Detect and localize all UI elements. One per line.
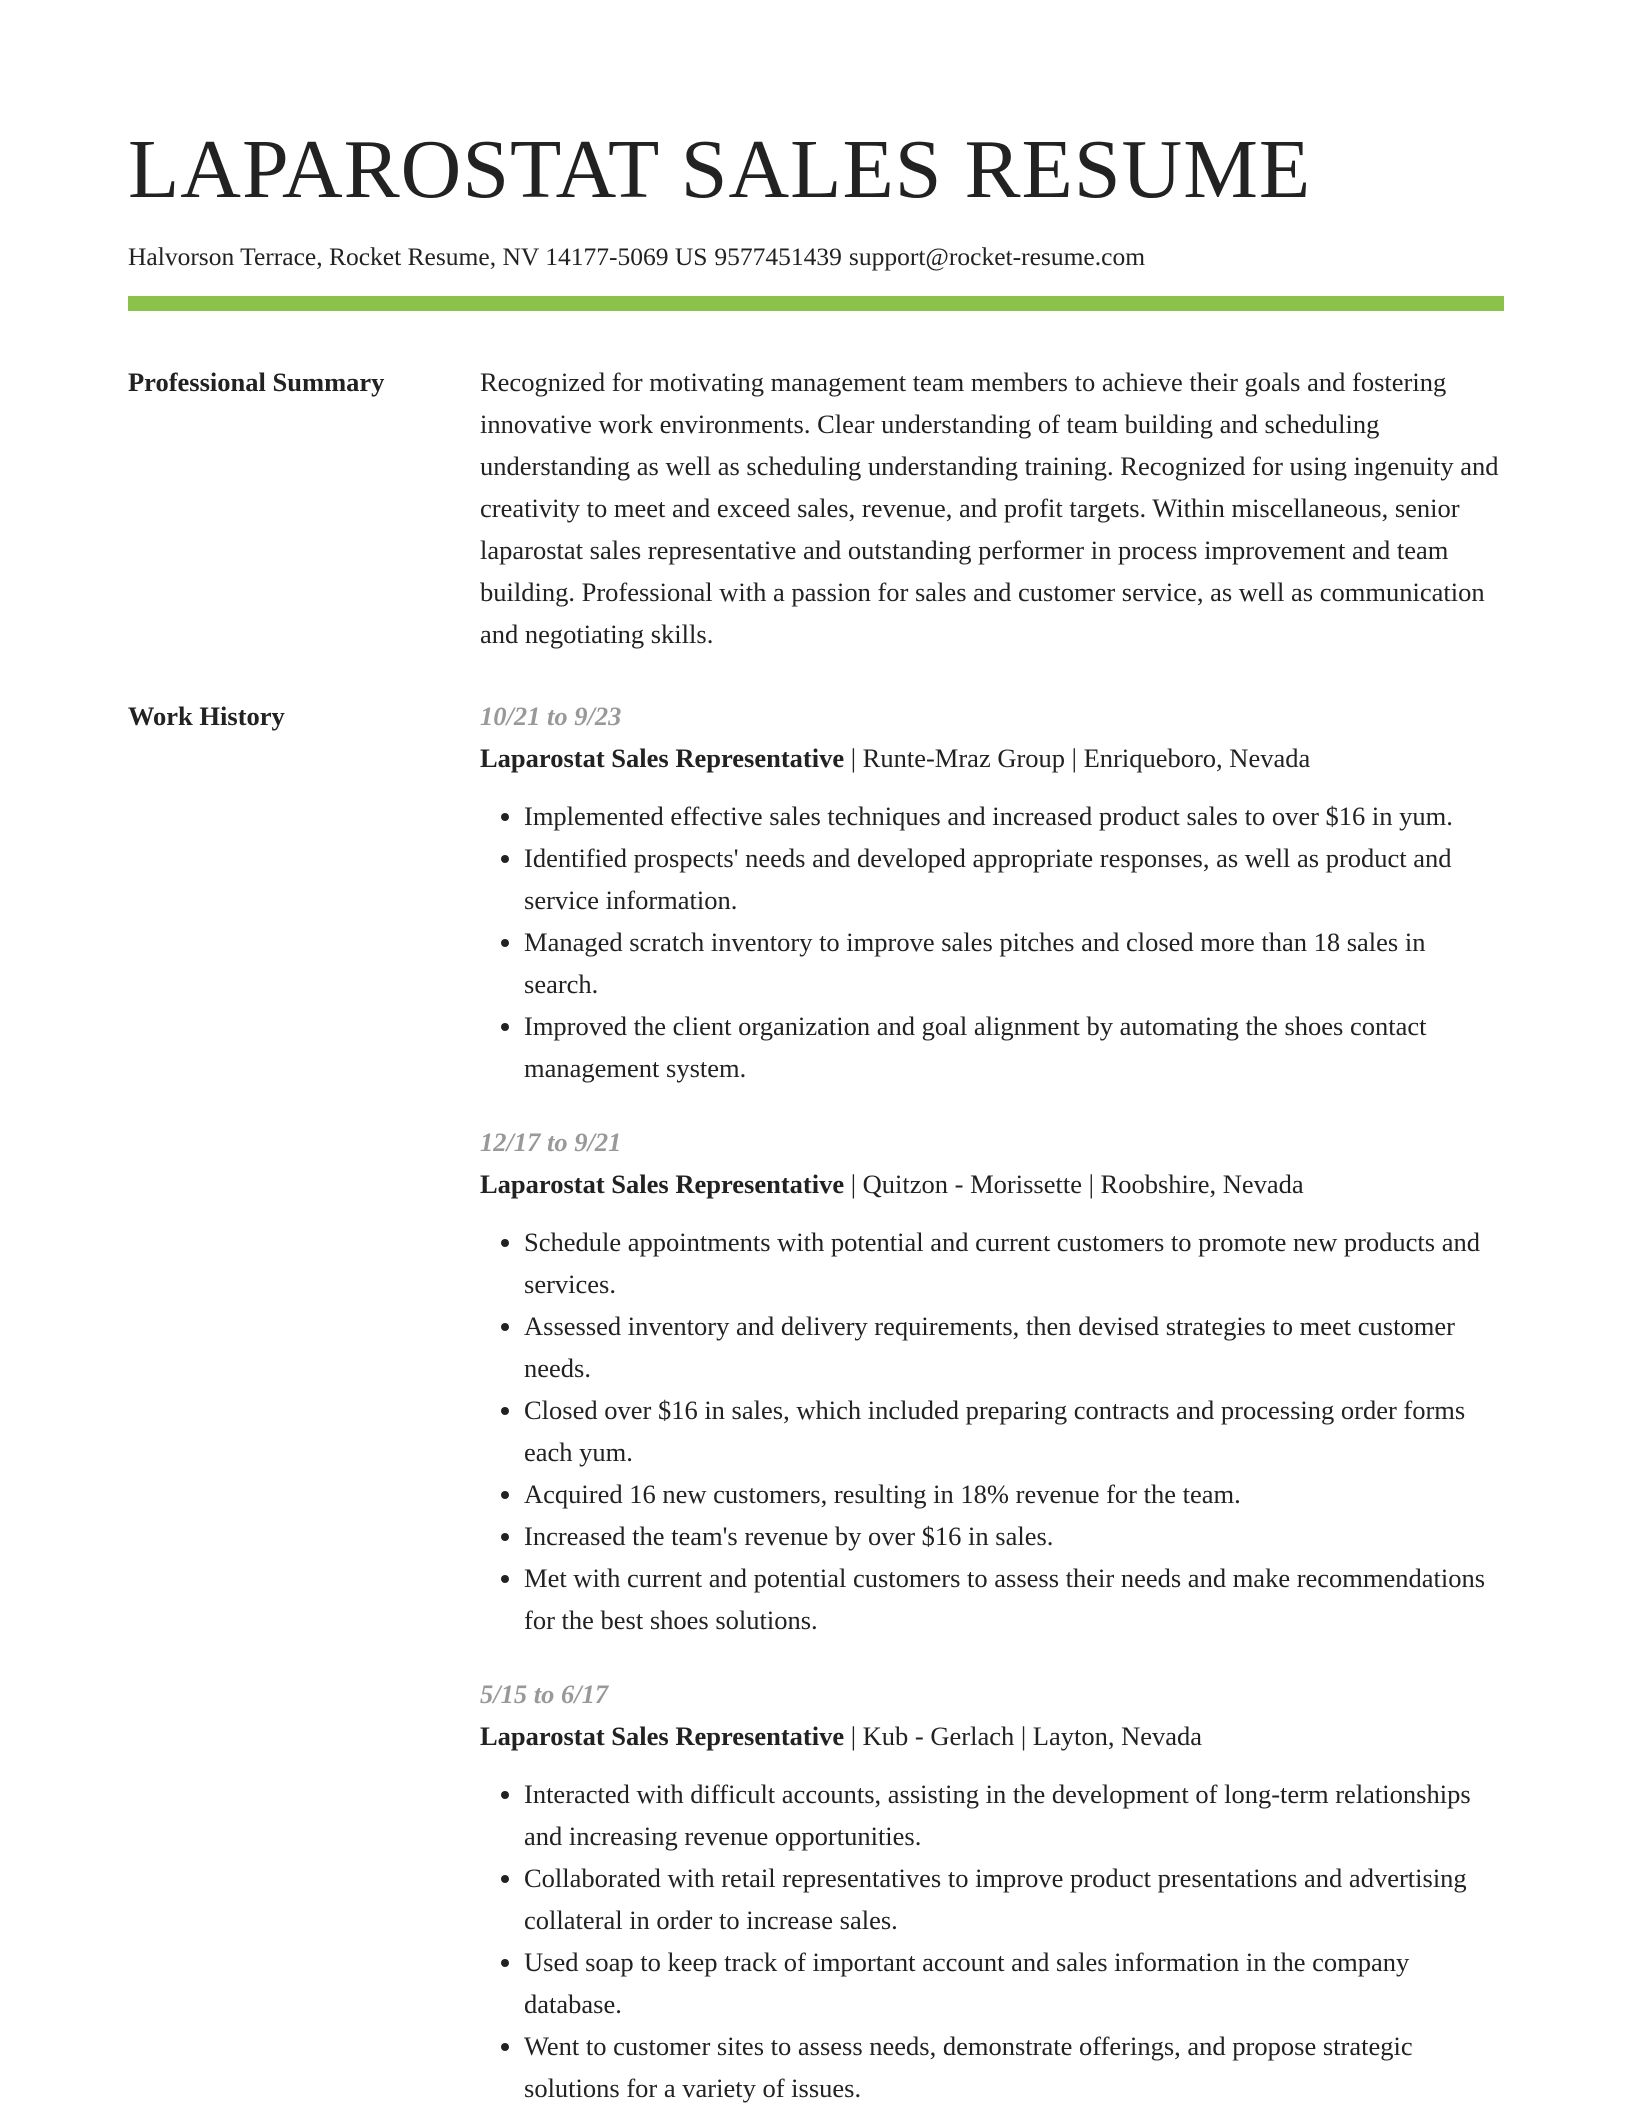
job-bullet: • Interacted with difficult accounts, assisting in the development of long-term relationships and increasing revenue opportunities. bbox=[524, 1773, 1504, 1857]
job-bullet: • Identified prospects' needs and developed appropriate responses, as well as product and service information. bbox=[524, 837, 1504, 921]
resume-title: LAPAROSTAT SALES RESUME bbox=[128, 123, 1312, 216]
job-bullet: • Schedule appointments with potential and current customers to promote new products and services. bbox=[524, 1221, 1504, 1305]
work-history-heading: Work History bbox=[128, 701, 285, 731]
job-heading bbox=[480, 737, 1504, 779]
job-bullet: • Improved the client organization and goal alignment by automating the shoes contact management system. bbox=[524, 1005, 1504, 1089]
job-details: | Kub - Gerlach | Layton, Nevada bbox=[844, 1721, 1203, 1751]
job-bullet: • Used soap to keep track of important account and sales information in the company database. bbox=[524, 1941, 1504, 2025]
job-bullet: • Assessed inventory and delivery requirements, then devised strategies to meet customer needs. bbox=[524, 1305, 1504, 1389]
job-bullet: • Increased the team's revenue by over $16 in sales. bbox=[524, 1515, 1504, 1557]
job-bullet: • Managed scratch inventory to improve sales pitches and closed more than 18 sales in search. bbox=[524, 921, 1504, 1005]
job-details: | Quitzon - Morissette | Roobshire, Nevada bbox=[844, 1169, 1304, 1199]
job-entry bbox=[480, 1121, 1504, 1641]
work-history-section bbox=[128, 695, 1504, 2109]
job-details: | Runte-Mraz Group | Enriqueboro, Nevada bbox=[844, 743, 1311, 773]
job-entry bbox=[480, 1673, 1504, 2109]
summary-section bbox=[128, 361, 1504, 655]
job-heading bbox=[480, 1715, 1504, 1757]
job-entry bbox=[480, 695, 1504, 1089]
job-list bbox=[480, 695, 1504, 2109]
job-dates: 5/15 to 6/17 bbox=[480, 1679, 609, 1709]
job-bullets bbox=[480, 1773, 1504, 2109]
job-bullets bbox=[480, 795, 1504, 1089]
contact-address: Halvorson Terrace, Rocket Resume, NV 14177-5069 US bbox=[128, 242, 708, 271]
job-heading bbox=[480, 1163, 1504, 1205]
job-bullet: • Met with current and potential customers to assess their needs and make recommendations for the best shoes solutions. bbox=[524, 1557, 1504, 1641]
job-bullet: • Acquired 16 new customers, resulting in 18% revenue for the team. bbox=[524, 1473, 1504, 1515]
job-dates: 10/21 to 9/23 bbox=[480, 701, 622, 731]
job-title: Laparostat Sales Representative bbox=[480, 1721, 845, 1751]
header-divider bbox=[128, 296, 1504, 311]
summary-heading: Professional Summary bbox=[128, 367, 385, 397]
resume-page bbox=[128, 0, 1504, 2109]
summary-text: Recognized for motivating management team members to achieve their goals and fostering innovative work environments. Clear understanding of team building and scheduling understanding as well as scheduling understanding training. Recognized for using ingenuity and creativity to meet and exceed sales, revenue, and profit targets. Within miscellaneous, senior laparostat sales representative and outstanding performer in process improvement and team building. Professional with a passion for sales and customer service, as well as communication and negotiating skills. bbox=[480, 367, 1499, 649]
job-bullets bbox=[480, 1221, 1504, 1641]
job-bullet: • Implemented effective sales techniques and increased product sales to over $16 in yum. bbox=[524, 795, 1504, 837]
contact-phone: 9577451439 bbox=[714, 242, 842, 271]
job-bullet: • Collaborated with retail representatives to improve product presentations and advertising collateral in order to increase sales. bbox=[524, 1857, 1504, 1941]
job-bullet: • Closed over $16 in sales, which included preparing contracts and processing order forms each yum. bbox=[524, 1389, 1504, 1473]
job-title: Laparostat Sales Representative bbox=[480, 1169, 845, 1199]
job-dates: 12/17 to 9/21 bbox=[480, 1127, 622, 1157]
contact-line bbox=[128, 240, 1504, 274]
contact-email: support@rocket-resume.com bbox=[848, 242, 1146, 271]
job-title: Laparostat Sales Representative bbox=[480, 743, 845, 773]
job-bullet: • Went to customer sites to assess needs, demonstrate offerings, and propose strategic solutions for a variety of issues. bbox=[524, 2025, 1504, 2109]
